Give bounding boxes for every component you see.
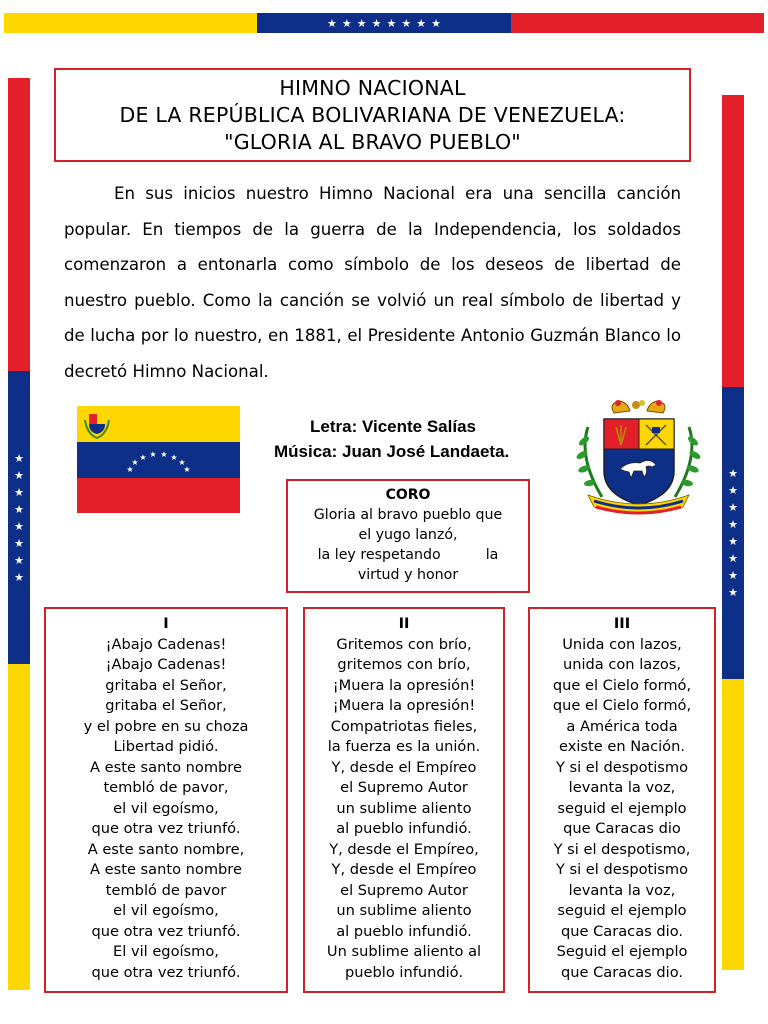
star-icon: ★ bbox=[728, 569, 738, 582]
star-icon: ★ bbox=[14, 502, 24, 516]
title-line-1: HIMNO NACIONAL bbox=[279, 75, 466, 100]
left-flag-stripe bbox=[8, 78, 30, 990]
star-icon: ★ bbox=[728, 518, 738, 531]
title-line-3: "GLORIA AL BRAVO PUEBLO" bbox=[224, 129, 521, 154]
star-icon: ★ bbox=[14, 570, 24, 584]
stanza-line: el vil egoísmo, bbox=[113, 902, 219, 919]
star-icon: ★ bbox=[728, 535, 738, 548]
stanza-numeral: II bbox=[398, 615, 410, 632]
star-icon: ★ bbox=[728, 501, 738, 514]
top-flag-stripe bbox=[4, 13, 764, 33]
stanza-line: un sublime aliento bbox=[336, 902, 472, 919]
svg-text:★: ★ bbox=[178, 458, 186, 467]
stanza-line: ¡Abajo Cadenas! bbox=[105, 656, 227, 673]
stripe-red bbox=[722, 95, 744, 387]
stanza-line: el Supremo Autor bbox=[340, 779, 468, 796]
star-icon: ★ bbox=[14, 451, 24, 465]
lyrics-credit: Letra: Vicente Salías bbox=[310, 417, 476, 436]
stanza-line: Y, desde el Empíreo bbox=[331, 758, 477, 776]
stanza-line: que Caracas dio bbox=[563, 820, 681, 837]
intro-paragraph: En sus inicios nuestro Himno Nacional era una sencilla canción popular. En tiempos de la guerra de la Independencia, los soldados comenzaron a entonarla como símbolo de los deseos de libertad de nuestro pueblo. Como la canción se volvió un real símbolo de libertad y de lucha por lo nuestro, en 1881, el Presidente Antonio Guzmán Blanco lo decretó Himno Nacional. bbox=[64, 184, 681, 381]
coro-box bbox=[286, 479, 530, 593]
stanza-numeral: III bbox=[613, 615, 631, 632]
star-icon: ★ bbox=[416, 16, 427, 30]
stanza-line: Y, desde el Empíreo bbox=[331, 861, 477, 878]
stanza-line: seguid el ejemplo bbox=[557, 799, 687, 817]
stanza-2-box bbox=[303, 607, 505, 993]
stanza-line: ¡Muera la opresión! bbox=[332, 676, 476, 694]
star-icon: ★ bbox=[326, 16, 337, 30]
stripe-blue-stars bbox=[8, 371, 30, 664]
stanza-line: que otra vez triunfó. bbox=[91, 922, 241, 940]
stanza-line: que otra vez triunfó. bbox=[91, 820, 241, 837]
stanza-line: Y, desde el Empíreo, bbox=[329, 840, 479, 858]
svg-text:★: ★ bbox=[170, 453, 178, 462]
credits bbox=[270, 414, 560, 464]
stanza-line: que Caracas dio. bbox=[560, 963, 684, 981]
stripe-blue-stars bbox=[257, 13, 510, 33]
svg-text:★: ★ bbox=[183, 465, 191, 474]
stanza-line: levanta la voz, bbox=[568, 779, 676, 796]
stanza-line: el Supremo Autor bbox=[340, 881, 468, 899]
stripe-red bbox=[511, 13, 764, 33]
star-icon: ★ bbox=[431, 16, 441, 30]
stanza-line: El vil egoísmo, bbox=[113, 943, 219, 960]
svg-text:★: ★ bbox=[160, 450, 168, 459]
stanza-line: tembló de pavor bbox=[105, 881, 227, 899]
stripe-yellow bbox=[722, 679, 744, 970]
svg-text:★: ★ bbox=[131, 458, 139, 467]
stanza-numeral: I bbox=[163, 615, 169, 632]
stanza-line: al pueblo infundió. bbox=[336, 820, 472, 837]
title-line-2: DE LA REPÚBLICA BOLIVARIANA DE VENEZUELA: bbox=[119, 102, 626, 127]
stripe-red bbox=[8, 78, 30, 371]
stanza-line: y el pobre en su choza bbox=[83, 717, 249, 735]
stripe-yellow bbox=[4, 13, 257, 33]
star-icon: ★ bbox=[14, 536, 24, 550]
stanza-line: existe en Nación. bbox=[559, 738, 685, 755]
stanza-line: Seguid el ejemplo bbox=[556, 943, 688, 960]
star-icon: ★ bbox=[341, 16, 352, 30]
stripe-blue-stars bbox=[722, 387, 744, 679]
stripe-yellow bbox=[8, 664, 30, 990]
stanza-line: Unida con lazos, bbox=[562, 635, 682, 653]
stanza-line: ¡Abajo Cadenas! bbox=[105, 635, 227, 653]
stanza-line: Y si el despotismo bbox=[555, 861, 689, 878]
stanza-line: tembló de pavor, bbox=[103, 779, 229, 796]
stanza-line: ¡Muera la opresión! bbox=[332, 697, 476, 714]
stanza-line: que el Cielo formó, bbox=[552, 697, 692, 714]
svg-text:★: ★ bbox=[149, 450, 157, 459]
stanza-1-box bbox=[44, 607, 288, 993]
star-icon: ★ bbox=[728, 552, 738, 565]
star-icon: ★ bbox=[371, 16, 382, 30]
music-credit: Música: Juan José Landaeta. bbox=[274, 442, 510, 461]
stanza-line: levanta la voz, bbox=[568, 881, 676, 899]
svg-text:★: ★ bbox=[126, 465, 134, 474]
stanza-line: unida con lazos, bbox=[562, 656, 682, 673]
star-icon: ★ bbox=[14, 468, 24, 482]
coro-line: Gloria al bravo pueblo que bbox=[313, 507, 503, 523]
svg-text:★: ★ bbox=[139, 453, 147, 462]
stanza-line: Compatriotas fieles, bbox=[330, 717, 478, 735]
right-flag-stripe bbox=[722, 95, 744, 970]
coro-heading: CORO bbox=[385, 487, 431, 503]
stanza-line: Y si el despotismo, bbox=[553, 840, 691, 858]
coat-of-arms-of-venezuela-icon bbox=[566, 397, 711, 521]
stanza-line: pueblo infundió. bbox=[345, 963, 463, 981]
star-icon: ★ bbox=[356, 16, 367, 30]
star-icon: ★ bbox=[386, 16, 397, 30]
star-icon: ★ bbox=[728, 467, 738, 480]
star-icon: ★ bbox=[728, 586, 738, 599]
coro-line: la ley respetando la bbox=[317, 547, 499, 563]
stanza-line: un sublime aliento bbox=[336, 799, 472, 817]
stanza-line: a América toda bbox=[566, 717, 678, 735]
stanza-line: A este santo nombre, bbox=[87, 840, 245, 858]
stanza-line: A este santo nombre bbox=[90, 758, 242, 776]
stanza-line: seguid el ejemplo bbox=[557, 902, 687, 919]
star-icon: ★ bbox=[728, 484, 738, 497]
stanza-line: al pueblo infundió. bbox=[336, 922, 472, 940]
stanza-line: que otra vez triunfó. bbox=[91, 963, 241, 981]
flag-of-venezuela-icon bbox=[77, 406, 240, 513]
stanza-3-box bbox=[528, 607, 716, 993]
coro-line: virtud y honor bbox=[357, 567, 459, 583]
stanza-line: Gritemos con brío, bbox=[336, 635, 472, 653]
stanza-line: gritemos con brío, bbox=[337, 656, 471, 673]
coro-line: el yugo lanzó, bbox=[358, 527, 458, 543]
stanza-line: la fuerza es la unión. bbox=[327, 738, 481, 755]
stanza-line: gritaba el Señor, bbox=[105, 697, 227, 714]
stanza-line: el vil egoísmo, bbox=[113, 799, 219, 817]
star-icon: ★ bbox=[14, 519, 24, 533]
stanza-line: A este santo nombre bbox=[90, 861, 242, 878]
stanza-line: Y si el despotismo bbox=[555, 758, 689, 776]
stanza-line: Libertad pidió. bbox=[113, 738, 219, 755]
stanza-line: que Caracas dio. bbox=[560, 922, 684, 940]
star-icon: ★ bbox=[14, 553, 24, 567]
star-icon: ★ bbox=[401, 16, 412, 30]
title-box bbox=[54, 68, 691, 162]
star-icon: ★ bbox=[14, 485, 24, 499]
stanza-line: Un sublime aliento al bbox=[326, 943, 482, 960]
stanza-line: que el Cielo formó, bbox=[552, 676, 692, 694]
stanza-line: gritaba el Señor, bbox=[105, 676, 227, 694]
